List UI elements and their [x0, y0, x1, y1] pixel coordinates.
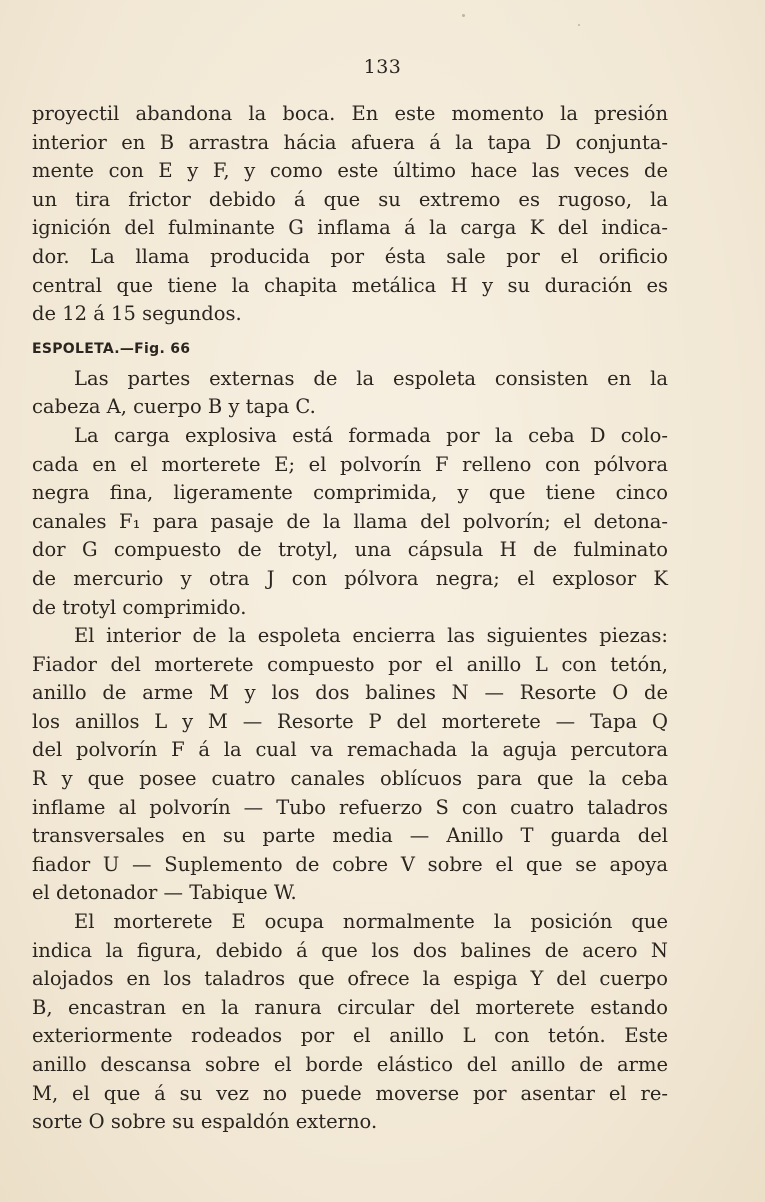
text-line: de trotyl comprimido.: [32, 595, 247, 619]
text-line: indica la figura, debido á que los dos balines de acero N: [32, 938, 668, 962]
text-line: El morterete E ocupa normalmente la posición que: [74, 910, 668, 934]
text-line: transversales en su parte media — Anillo T guarda del: [32, 824, 668, 848]
text-line: B, encastran en la ranura circular del morterete estando: [32, 995, 668, 1019]
text-line: alojados en los taladros que ofrece la espiga Y del cuerpo: [32, 967, 668, 991]
text-line: M, el que á su vez no puede moverse por asentar el re-: [32, 1081, 668, 1105]
text-line: proyectil abandona la boca. En este momento la presión: [32, 102, 668, 125]
text-line: exteriormente rodeados por el anillo L con tetón. Este: [32, 1024, 668, 1048]
text-line: de 12 á 15 segundos.: [32, 302, 242, 326]
text-line: sorte O sobre su espaldón externo.: [32, 1110, 378, 1134]
text-line: el detonador — Tabique W.: [32, 881, 297, 905]
text-line: fiador U — Suplemento de cobre V sobre el que se apoya: [32, 852, 668, 876]
text-line: anillo descansa sobre el borde elástico del anillo de arme: [32, 1053, 668, 1076]
text-line: ignición del fulminante G inflama á la carga K del indica-: [32, 216, 668, 240]
text-line: central que tiene la chapita metálica H y su duración es: [32, 273, 668, 297]
text-line: de mercurio y otra J con pólvora negra; el explosor K: [32, 566, 668, 590]
paragraph-1: [32, 100, 668, 329]
text-line: del polvorín F á la cual va remachada la aguja percutora: [32, 738, 668, 762]
text-line: dor G compuesto de trotyl, una cápsula H de fulminato: [32, 538, 668, 562]
paragraph-2: [32, 365, 668, 422]
text-line: R y que posee cuatro canales oblícuos para que la ceba: [32, 767, 668, 791]
paper-speck: [578, 24, 580, 26]
text-line: El interior de la espoleta encierra las siguientes piezas:: [74, 624, 668, 648]
paragraph-3: [32, 422, 668, 622]
text-line: interior en B arrastra hácia afuera á la tapa D conjunta-: [32, 130, 668, 154]
text-line: cada en el morterete E; el polvorín F relleno con pólvora: [32, 452, 668, 476]
paper-speck: [462, 14, 465, 17]
text-line: cabeza A, cuerpo B y tapa C.: [32, 395, 316, 419]
text-line: Fiador del morterete compuesto por el anillo L con tetón,: [32, 652, 668, 676]
paragraph-5: [32, 908, 668, 1137]
text-line: dor. La llama producida por ésta sale por el orificio: [32, 244, 668, 268]
text-line: un tira frictor debido á que su extremo es rugoso, la: [32, 187, 668, 211]
text-line: mente con E y F, y como este último hace las veces de: [32, 159, 668, 183]
text-line: inflame al polvorín — Tubo refuerzo S con cuatro taladros: [32, 795, 668, 819]
paragraph-4: [32, 622, 668, 908]
text-line: negra fina, ligeramente comprimida, y que tiene cinco: [32, 481, 668, 505]
page-number: 133: [363, 56, 402, 78]
text-line: los anillos L y M — Resorte P del morterete — Tapa Q: [32, 709, 668, 733]
section-heading: ESPOLETA.—Fig. 66: [32, 340, 191, 357]
text-line: Las partes externas de la espoleta consisten en la: [74, 366, 668, 390]
text-line: canales F₁ para pasaje de la llama del polvorín; el detona-: [32, 509, 668, 533]
text-line: La carga explosiva está formada por la ceba D colo-: [74, 423, 668, 447]
text-line: anillo de arme M y los dos balines N — Resorte O de: [32, 681, 668, 705]
body-text: [32, 100, 668, 1137]
